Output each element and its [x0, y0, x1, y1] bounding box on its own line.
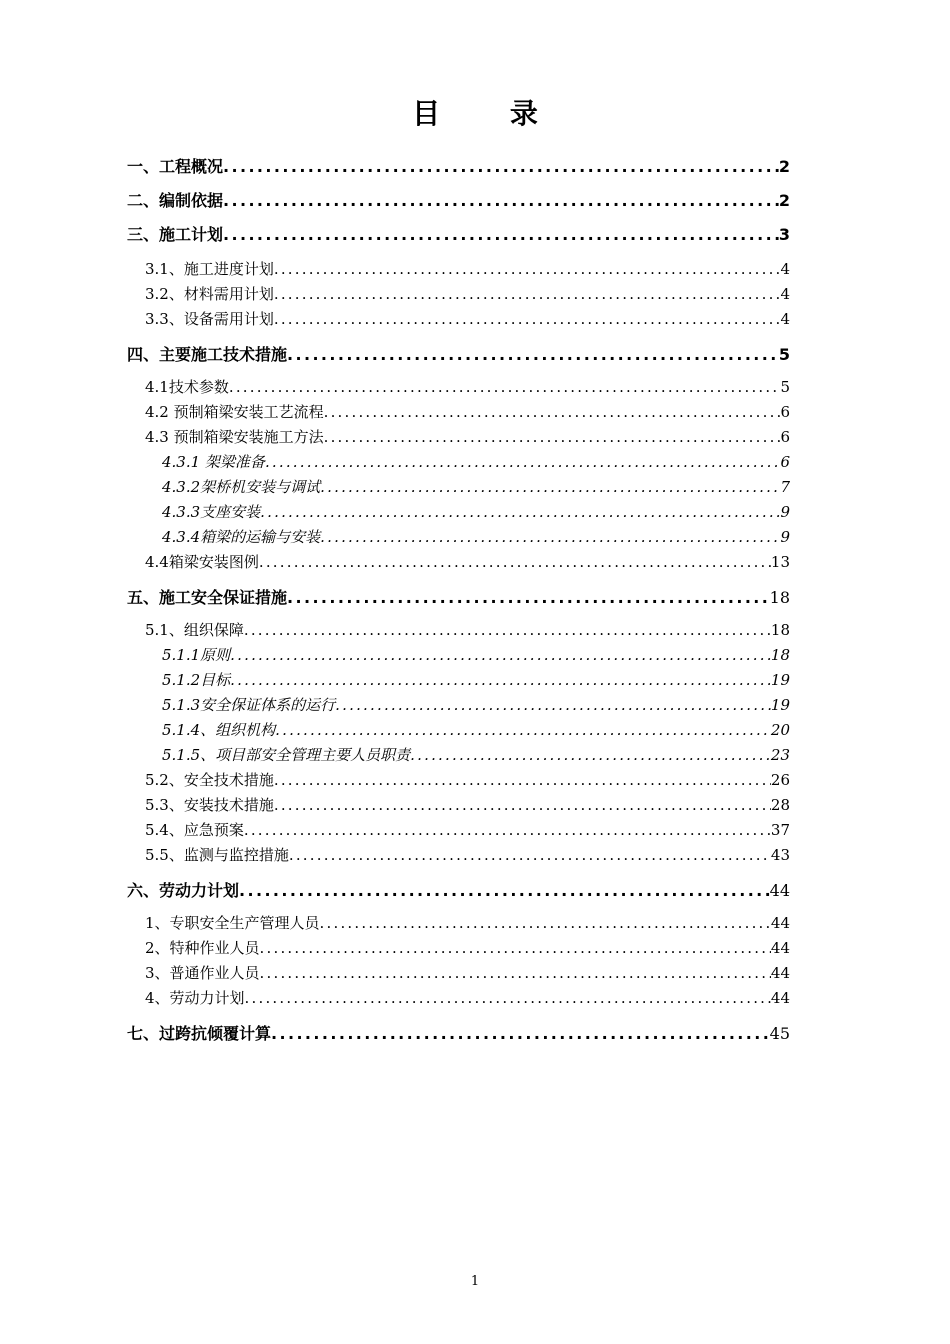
toc-entry[interactable] [127, 585, 790, 607]
toc-entry-page: 6 [780, 428, 790, 446]
toc-entry[interactable] [145, 819, 790, 839]
toc-entry-label: 5.1.4、组织机构 [162, 721, 276, 739]
toc-entry[interactable] [145, 283, 790, 303]
toc-leader-dots [245, 989, 771, 1007]
toc-leader-dots [274, 285, 781, 303]
toc-entry-page: 44 [770, 914, 790, 932]
toc-entry-page: 4 [780, 285, 790, 303]
toc-leader-dots [239, 881, 770, 900]
toc-entry[interactable] [162, 501, 790, 521]
toc-entry-page: 7 [780, 478, 790, 496]
toc-entry-label: 3.1、施工进度计划 [145, 260, 274, 278]
toc-entry-label: 五、施工安全保证措施 [127, 588, 288, 607]
toc-entry[interactable] [145, 912, 790, 932]
toc-leader-dots [274, 771, 771, 789]
toc-entry[interactable] [127, 154, 790, 176]
toc-leader-dots [274, 796, 771, 814]
toc-entry-page: 28 [770, 796, 790, 814]
toc-entry[interactable] [145, 844, 790, 864]
toc-entry-label: 5.3、安装技术措施 [145, 796, 274, 814]
toc-entry-page: 9 [780, 528, 790, 546]
toc-entry-page: 45 [769, 1024, 790, 1043]
toc-leader-dots [320, 528, 780, 546]
toc-leader-dots [223, 225, 779, 244]
toc-entry-page: 18 [769, 588, 790, 607]
toc-entry-page: 6 [780, 453, 790, 471]
toc-entry-page: 26 [770, 771, 790, 789]
toc-leader-dots [320, 914, 771, 932]
toc-entry[interactable] [162, 526, 790, 546]
toc-leader-dots [223, 191, 779, 210]
toc-entry-page: 43 [770, 846, 790, 864]
toc-leader-dots [335, 696, 771, 714]
toc-leader-dots [320, 478, 780, 496]
toc-entry[interactable] [145, 551, 790, 571]
toc-entry-page: 3 [778, 225, 790, 244]
toc-leader-dots [259, 553, 771, 571]
toc-entry[interactable] [127, 1021, 790, 1043]
toc-leader-dots [275, 721, 771, 739]
toc-leader-dots [274, 310, 781, 328]
toc-entry-page: 44 [769, 881, 790, 900]
toc-entry-page: 23 [770, 746, 790, 764]
toc-entry-label: 二、编制依据 [127, 191, 224, 210]
page-title: 目 录 [412, 97, 568, 130]
toc-entry[interactable] [145, 769, 790, 789]
toc-entry[interactable] [145, 794, 790, 814]
toc-leader-dots [324, 428, 781, 446]
toc-entry[interactable] [127, 342, 790, 364]
toc-entry-page: 19 [770, 696, 790, 714]
toc-entry-label: 1、专职安全生产管理人员 [145, 914, 320, 932]
toc-leader-dots [324, 403, 781, 421]
toc-leader-dots [260, 939, 771, 957]
toc-entry-label: 4.4箱梁安装图例 [145, 553, 259, 571]
toc-entry[interactable] [145, 619, 790, 639]
toc-entry-label: 5.1.3安全保证体系的运行 [162, 696, 336, 714]
toc-entry-label: 4.3 预制箱梁安装施工方法 [145, 428, 324, 446]
toc-entry-label: 4.3.2架桥机安装与调试 [162, 478, 321, 496]
toc-entry[interactable] [145, 258, 790, 278]
toc-entry-label: 4、劳动力计划 [145, 989, 245, 1007]
toc-leader-dots [223, 157, 779, 176]
toc-entry[interactable] [145, 937, 790, 957]
toc-entry-label: 4.2 预制箱梁安装工艺流程 [145, 403, 324, 421]
toc-leader-dots [260, 964, 771, 982]
toc-entry[interactable] [145, 376, 790, 396]
toc-entry[interactable] [145, 401, 790, 421]
toc-leader-dots [229, 378, 781, 396]
toc-entry-page: 20 [770, 721, 790, 739]
toc-entry-label: 3.3、设备需用计划 [145, 310, 274, 328]
toc-entry[interactable] [127, 878, 790, 900]
toc-entry[interactable] [127, 222, 790, 244]
toc-entry[interactable] [162, 694, 790, 714]
toc-entry-label: 5.1、组织保障 [145, 621, 244, 639]
toc-entry-page: 37 [770, 821, 790, 839]
toc-leader-dots [410, 746, 771, 764]
toc-entry-page: 19 [770, 671, 790, 689]
toc-entry-label: 5.1.2目标 [162, 671, 231, 689]
toc-entry[interactable] [162, 451, 790, 471]
toc-entry[interactable] [145, 426, 790, 446]
toc-entry-page: 44 [770, 989, 790, 1007]
page-number: 1 [470, 1274, 480, 1289]
toc-entry-label: 2、特种作业人员 [145, 939, 260, 957]
toc-leader-dots [289, 846, 771, 864]
toc-leader-dots [260, 503, 780, 521]
toc-entry-page: 6 [780, 403, 790, 421]
toc-leader-dots [230, 671, 771, 689]
toc-entry-label: 七、过跨抗倾覆计算 [127, 1024, 272, 1043]
toc-entry-label: 5.2、安全技术措施 [145, 771, 274, 789]
toc-leader-dots [230, 646, 771, 664]
toc-entry-page: 2 [778, 157, 790, 176]
toc-leader-dots [244, 621, 771, 639]
toc-entry-label: 三、施工计划 [127, 225, 224, 244]
toc-entry[interactable] [162, 719, 790, 739]
toc-entry-label: 3.2、材料需用计划 [145, 285, 274, 303]
toc-entry-label: 4.1技术参数 [145, 378, 229, 396]
toc-entry[interactable] [162, 644, 790, 664]
toc-leader-dots [287, 588, 770, 607]
toc-entry[interactable] [162, 669, 790, 689]
toc-entry[interactable] [162, 476, 790, 496]
toc-entry-page: 18 [770, 621, 790, 639]
toc-entry-page: 9 [780, 503, 790, 521]
toc-leader-dots [287, 345, 779, 364]
toc-entry-page: 18 [770, 646, 790, 664]
toc-entry-label: 4.3.4箱梁的运输与安装 [162, 528, 321, 546]
toc-entry[interactable] [127, 188, 790, 210]
toc-entry-label: 3、普通作业人员 [145, 964, 260, 982]
toc-entry-label: 4.3.3支座安装 [162, 503, 261, 521]
toc-entry[interactable] [145, 962, 790, 982]
toc-entry-page: 13 [770, 553, 790, 571]
toc-entry-label: 四、主要施工技术措施 [127, 345, 288, 364]
toc-entry-label: 5.4、应急预案 [145, 821, 244, 839]
toc-entry-page: 5 [780, 378, 790, 396]
toc-leader-dots [244, 821, 771, 839]
toc-entry-label: 4.3.1 架梁准备 [162, 453, 265, 471]
toc-entry[interactable] [145, 987, 790, 1007]
toc-entry-label: 5.5、监测与监控措施 [145, 846, 289, 864]
toc-entry[interactable] [145, 308, 790, 328]
toc-entry-page: 44 [770, 939, 790, 957]
toc-entry-label: 一、工程概况 [127, 157, 224, 176]
toc-entry-label: 六、劳动力计划 [127, 881, 240, 900]
toc-entry[interactable] [162, 744, 790, 764]
toc-entry-label: 5.1.1原则 [162, 646, 231, 664]
toc-leader-dots [274, 260, 781, 278]
toc-entry-page: 4 [780, 310, 790, 328]
toc-entry-page: 4 [780, 260, 790, 278]
toc-leader-dots [265, 453, 781, 471]
toc-leader-dots [271, 1024, 770, 1043]
toc-entry-page: 5 [778, 345, 790, 364]
toc-entry-page: 44 [770, 964, 790, 982]
toc-entry-page: 2 [778, 191, 790, 210]
toc-entry-label: 5.1.5、项目部安全管理主要人员职责 [162, 746, 411, 764]
